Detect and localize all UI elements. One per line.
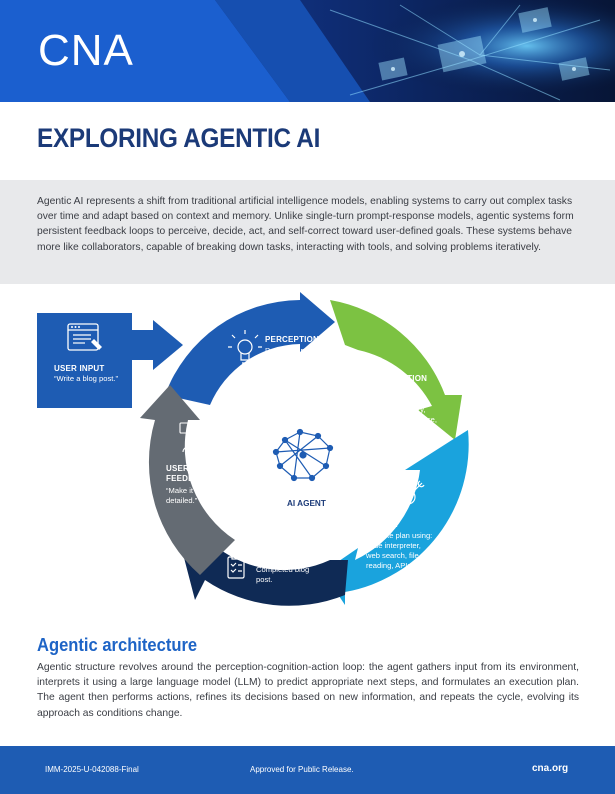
user-feedback-line: “Make it more xyxy=(166,486,213,495)
user-feedback-line: detailed.” xyxy=(166,496,198,505)
action-title: ACTION xyxy=(366,520,398,529)
user-feedback-title xyxy=(166,464,212,484)
header-banner xyxy=(0,0,615,102)
input-arrow xyxy=(132,320,183,370)
page-title: EXPLORING AGENTIC AI xyxy=(37,123,321,153)
website-link[interactable]: cna.org xyxy=(532,763,569,774)
action-text xyxy=(366,531,432,571)
perception-text xyxy=(265,346,325,376)
ai-agent-label: AI AGENT xyxy=(287,499,326,508)
ai-network-icon xyxy=(274,430,333,481)
cognition-line: plan formulation. xyxy=(380,425,437,434)
user-input-box xyxy=(37,313,132,408)
cognition-line: knowledge base, xyxy=(380,415,437,424)
cognition-line: steps using: xyxy=(380,395,421,404)
perception-line: Process input xyxy=(265,346,312,355)
user-feedback-title-line: USER xyxy=(166,464,190,473)
user-input-title: USER INPUT xyxy=(54,364,105,373)
head-gears-icon xyxy=(346,366,372,398)
cognition-line: Predict next xyxy=(380,385,421,394)
intro-paragraph: Agentic AI represents a shift from traditional artificial intelligence models, enabling systems to carry out complex tasks over time and adapt based on context and memory. Unlike single-turn prompt-response models, agentic systems form persistent feedback loops to perceive, decide, act, and self-correct toward user-defined goals. These systems behave more like collaborators, capable of breaking down tasks, interacting with tools, and solving problems iteratively. xyxy=(37,196,574,253)
perception-line: images, data. xyxy=(265,366,311,375)
task-output-title: TASK OUTPUT xyxy=(256,554,315,563)
cna-logo: CNA xyxy=(38,26,134,75)
browser-window-icon xyxy=(65,321,105,355)
task-output-line: post. xyxy=(256,575,273,584)
action-line: Execute plan using: xyxy=(366,531,433,540)
cognition-text xyxy=(380,385,437,435)
action-line: web search, file xyxy=(366,551,419,560)
user-input-text: “Write a blog post.” xyxy=(54,374,119,383)
task-output-line: Completed blog xyxy=(256,565,310,574)
perception-title: PERCEPTION xyxy=(265,335,320,344)
section-body: Agentic structure revolves around the perception-cognition-action loop: the agent gathers input from its environment, interprets it using a large language model (LLM) to predict appropriate next steps, and formulates an execution plan. The agent then performs actions, refines its decisions based on new information, and repeats the cycle, evolving its approach as conditions change. xyxy=(37,662,579,719)
action-line: code interpreter, xyxy=(366,541,421,550)
document-id: IMM-2025-U-042088-Final xyxy=(45,765,139,774)
perception-line: using: text, audio, xyxy=(265,356,325,365)
action-line: reading, APIs. xyxy=(366,561,414,570)
cognition-line: chat memory, xyxy=(380,405,426,414)
cognition-title: COGNITION xyxy=(380,374,428,383)
task-output-text xyxy=(256,565,309,585)
user-feedback-text xyxy=(166,486,212,506)
user-feedback-title-line: FEEDBACK xyxy=(166,474,213,483)
section-heading: Agentic architecture xyxy=(37,635,198,655)
release-statement: Approved for Public Release. xyxy=(250,765,354,774)
